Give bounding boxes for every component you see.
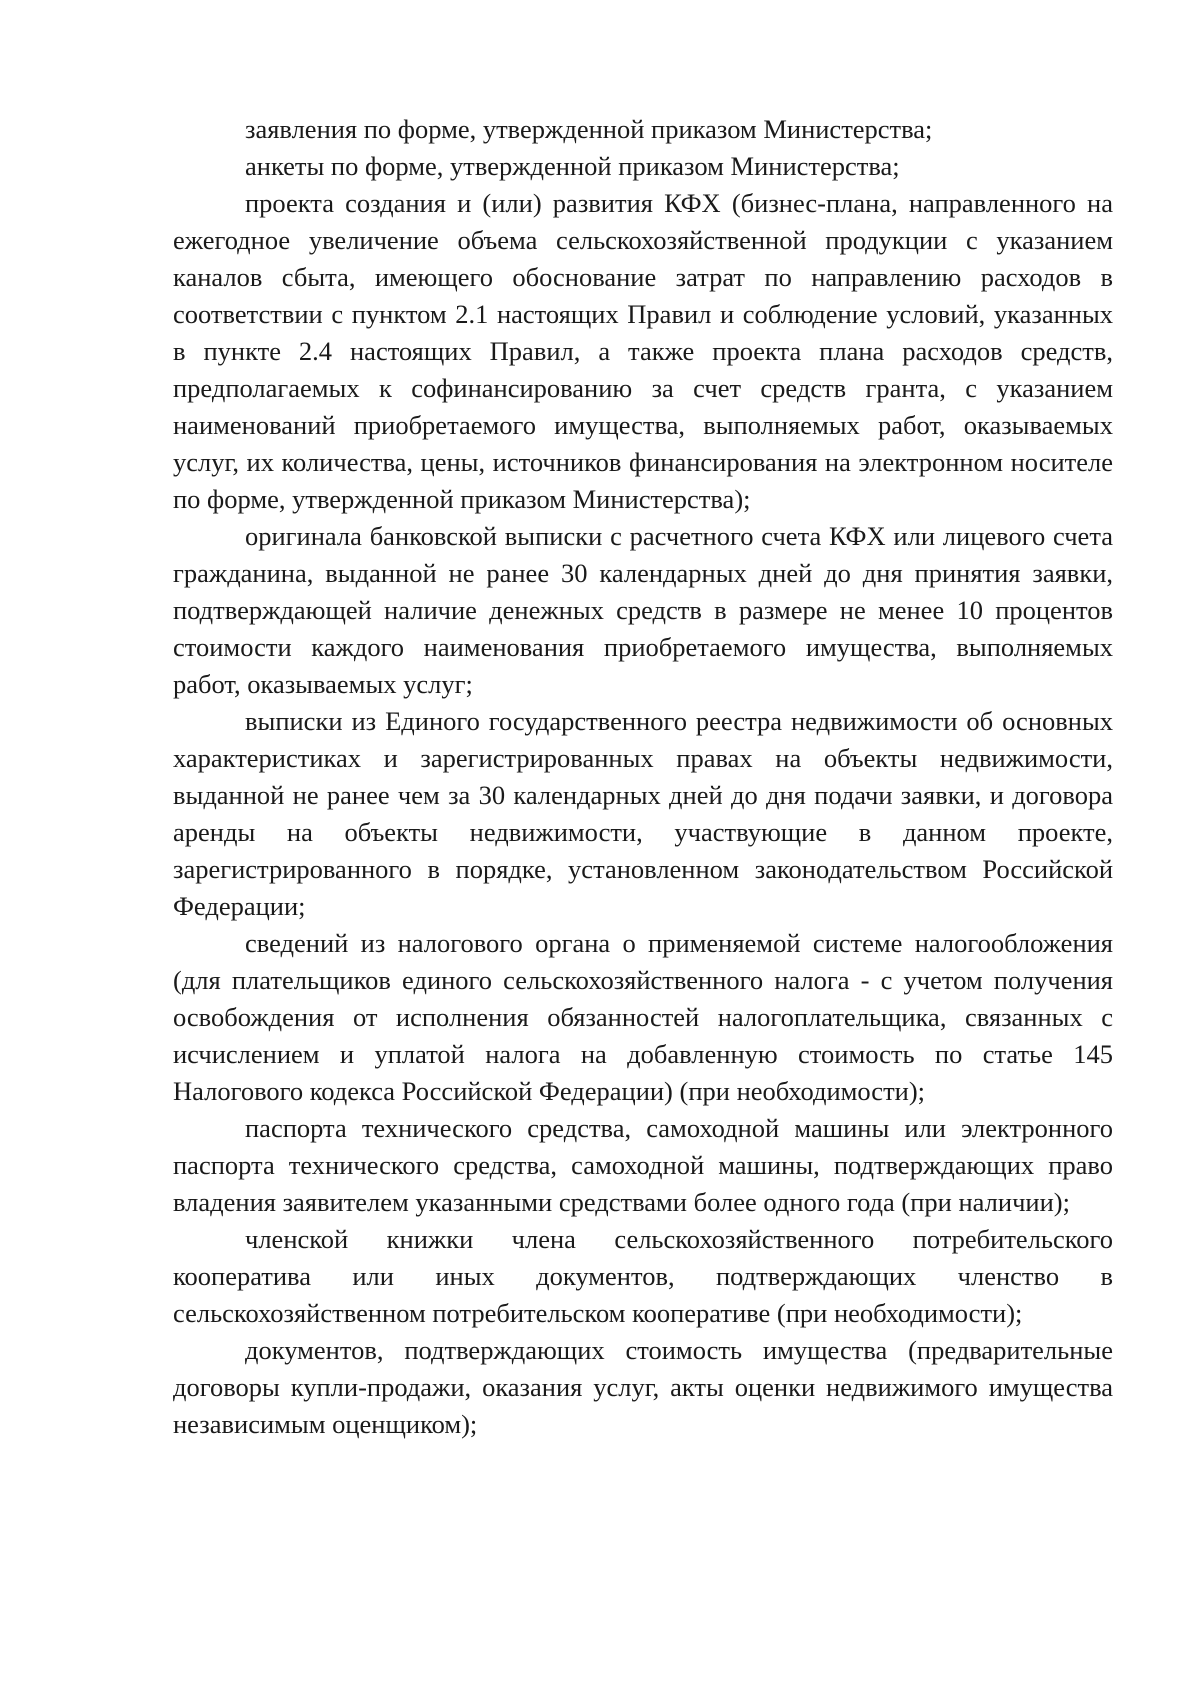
paragraph-business-plan: проекта создания и (или) развития КФХ (бизнес-плана, направленного на ежегодное увеличение объема сельскохозяйственной продукции с указанием каналов сбыта, имеющего обоснование затрат по направлению расходов в соответствии с пунктом 2.1 настоящих Правил и соблюдение условий, указанных в пункте 2.4 настоящих Правил, а также проекта плана расходов средств, предполагаемых к софинансированию за счет средств гранта, с указанием наименований приобретаемого имущества, выполняемых работ, оказываемых услуг, их количества, цены, источников финансирования на электронном носителе по форме, утвержденной приказом Министерства); xyxy=(173,188,1113,514)
paragraph-statement-form: заявления по форме, утвержденной приказом Министерства; xyxy=(245,114,933,144)
paragraph-vehicle-passport: паспорта технического средства, самоходной машины или электронного паспорта технического средства, самоходной машины, подтверждающих право владения заявителем указанными средствами более одного года (при наличии); xyxy=(173,1113,1113,1217)
paragraph-property-cost-documents: документов, подтверждающих стоимость имущества (предварительные договоры купли-продажи, оказания услуг, акты оценки недвижимого имущества независимым оценщиком); xyxy=(173,1335,1113,1439)
paragraph-bank-statement: оригинала банковской выписки с расчетного счета КФХ или лицевого счета гражданина, выданной не ранее 30 календарных дней до дня принятия заявки, подтверждающей наличие денежных средств в размере не менее 10 процентов стоимости каждого наименования приобретаемого имущества, выполняемых работ, оказываемых услуг; xyxy=(173,521,1113,699)
paragraph-questionnaire-form: анкеты по форме, утвержденной приказом Министерства; xyxy=(245,151,900,181)
paragraph-tax-info: сведений из налогового органа о применяемой системе налогообложения (для плательщиков единого сельскохозяйственного налога - с учетом получения освобождения от исполнения обязанностей налогоплательщика, связанных с исчислением и уплатой налога на добавленную стоимость по статье 145 Налогового кодекса Российской Федерации) (при необходимости); xyxy=(173,928,1113,1106)
paragraph-cooperative-membership: членской книжки члена сельскохозяйственного потребительского кооператива или иных документов, подтверждающих членство в сельскохозяйственном потребительском кооперативе (при необходимости); xyxy=(173,1224,1113,1328)
document-body xyxy=(173,111,1113,1443)
paragraph-real-estate-extract: выписки из Единого государственного реестра недвижимости об основных характеристиках и зарегистрированных правах на объекты недвижимости, выданной не ранее чем за 30 календарных дней до дня подачи заявки, и договора аренды на объекты недвижимости, участвующие в данном проекте, зарегистрированного в порядке, установленном законодательством Российской Федерации; xyxy=(173,706,1113,921)
